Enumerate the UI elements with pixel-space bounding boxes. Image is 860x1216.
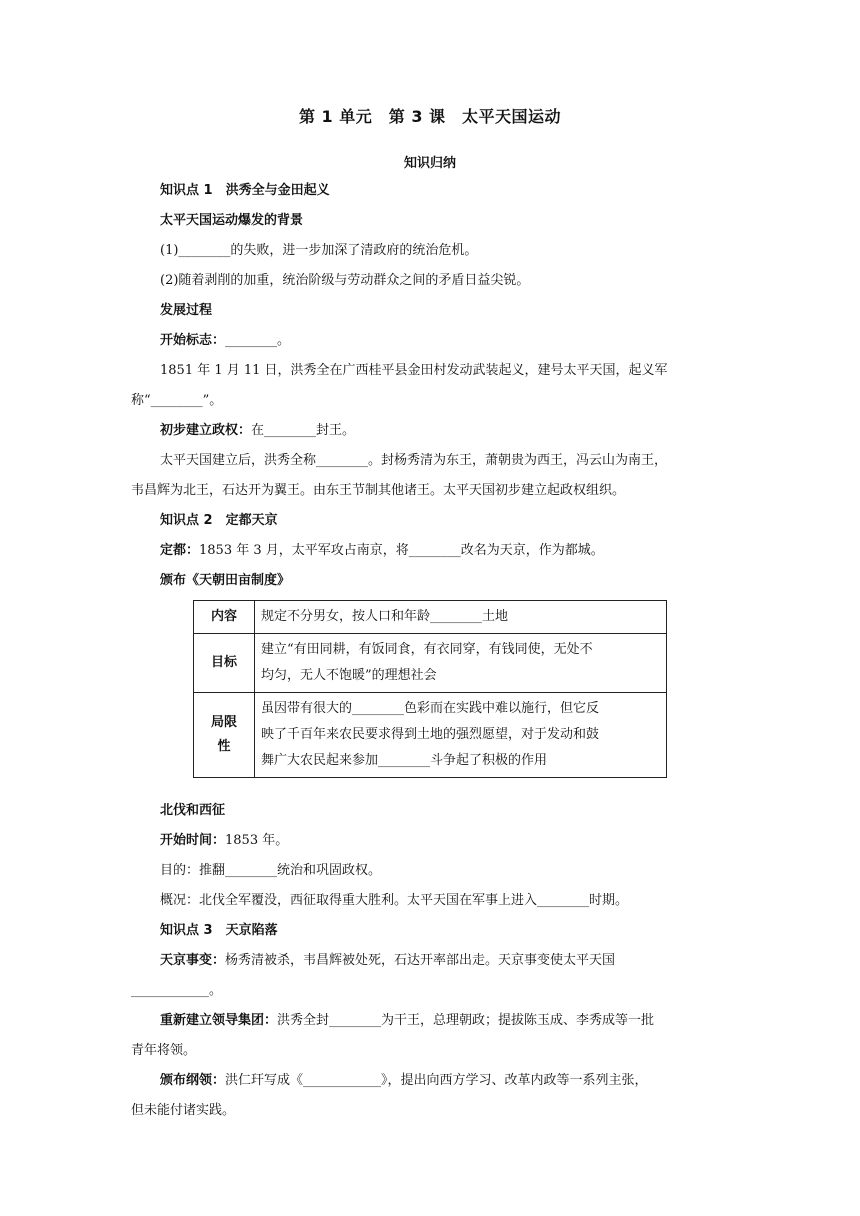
program-line-2: 但未能付诸实践。 xyxy=(131,1103,236,1118)
regime-detail-line-2: 韦昌辉为北王，石达开为翼王。由东王节制其他诸王。太平天国初步建立起政权组织。 xyxy=(131,483,626,498)
table-line: 规定不分男女，按人口和年龄________土地 xyxy=(261,609,509,624)
table-line: 舞广大农民起来参加________斗争起了积极的作用 xyxy=(261,753,548,768)
overview-value: 北伐全军覆没，西征取得重大胜利。太平天国在军事上进入________时期。 xyxy=(199,893,629,908)
background-heading: 太平天国运动爆发的背景 xyxy=(160,213,304,228)
start-time-value: 1853 年。 xyxy=(225,833,289,848)
incident-line xyxy=(131,946,731,976)
background-point-1: (1)________的失败，进一步加深了清政府的统治危机。 xyxy=(160,243,478,258)
table-line: 建立“有田同耕，有饭同食，有衣同穿，有钱同使，无处不 xyxy=(261,642,593,657)
incident-value: 杨秀清被杀，韦昌辉被处死，石达开率部出走。天京事变使太平天国 xyxy=(225,953,616,968)
start-sign-line xyxy=(131,326,731,356)
incident-line-2: ____________。 xyxy=(131,983,223,998)
regime-detail-line-1: 太平天国建立后，洪秀全称________。封杨秀清为东王，萧朝贵为西王，冯云山为南王， xyxy=(160,453,668,468)
background-point-2: (2)随着剥削的加重，统治阶级与劳动群众之间的矛盾日益尖锐。 xyxy=(160,273,530,288)
table-key-limitation: 局限 性 xyxy=(194,693,255,778)
regime-line xyxy=(131,416,731,446)
overview-label: 概况： xyxy=(160,893,200,908)
program-value: 洪仁玕写成《____________》，提出向西方学习、改革内政等一系列主张， xyxy=(225,1073,648,1088)
start-detail-line-1: 1851 年 1 月 11 日，洪秀全在广西桂平县金田村发动武装起义，建号太平天国，起义军 xyxy=(160,363,668,378)
goal-line xyxy=(131,856,731,886)
leadership-line xyxy=(131,1006,731,1036)
goal-label: 目的： xyxy=(160,863,200,878)
table-line: 映了千百年来农民要求得到土地的强烈愿望，对于发动和鼓 xyxy=(261,727,600,742)
overview-line xyxy=(131,886,731,916)
table-key-content: 内容 xyxy=(194,601,255,634)
regime-label: 初步建立政权： xyxy=(160,423,252,438)
table-value-limitation xyxy=(255,693,667,778)
table-row xyxy=(194,601,667,634)
table-value-content xyxy=(255,601,667,634)
table-line: 虽因带有很大的________色彩而在实践中难以施行，但它反 xyxy=(261,701,600,716)
start-time-line xyxy=(131,826,731,856)
table-row xyxy=(194,634,667,693)
table-row xyxy=(194,693,667,778)
table-line: 均匀，无人不饱暖”的理想社会 xyxy=(261,668,437,683)
page-title: 第 1 单元 第 3 课 太平天国运动 xyxy=(298,107,562,126)
table-key-goal: 目标 xyxy=(194,634,255,693)
leadership-line-2: 青年将领。 xyxy=(131,1043,197,1058)
table-value-goal xyxy=(255,634,667,693)
land-system-heading: 颁布《天朝田亩制度》 xyxy=(160,573,291,588)
document-body xyxy=(131,176,731,1126)
kp1-heading: 知识点 1 洪秀全与金田起义 xyxy=(160,183,330,198)
capital-line xyxy=(131,536,731,566)
capital-label: 定都： xyxy=(160,543,200,558)
incident-label: 天京事变： xyxy=(160,953,226,968)
kp3-heading: 知识点 3 天京陷落 xyxy=(160,923,278,938)
capital-value: 1853 年 3 月，太平军攻占南京，将________改名为天京，作为都城。 xyxy=(199,543,604,558)
start-time-label: 开始时间： xyxy=(160,833,226,848)
leadership-value: 洪秀全封________为干王，总理朝政；提拔陈玉成、李秀成等一批 xyxy=(277,1013,655,1028)
program-line xyxy=(131,1066,731,1096)
goal-value: 推翻________统治和巩固政权。 xyxy=(199,863,382,878)
process-heading: 发展过程 xyxy=(160,303,213,318)
start-detail-line-2: 称“________”。 xyxy=(131,393,223,408)
kp2-heading: 知识点 2 定都天京 xyxy=(160,513,278,528)
section-title: 知识归纳 xyxy=(403,156,456,171)
expedition-heading: 北伐和西征 xyxy=(160,803,226,818)
start-sign-label: 开始标志： xyxy=(160,333,226,348)
regime-value: 在________封王。 xyxy=(251,423,356,438)
leadership-label: 重新建立领导集团： xyxy=(160,1013,278,1028)
land-system-table xyxy=(193,600,667,778)
program-label: 颁布纲领： xyxy=(160,1073,226,1088)
start-sign-value: ________。 xyxy=(225,333,291,348)
